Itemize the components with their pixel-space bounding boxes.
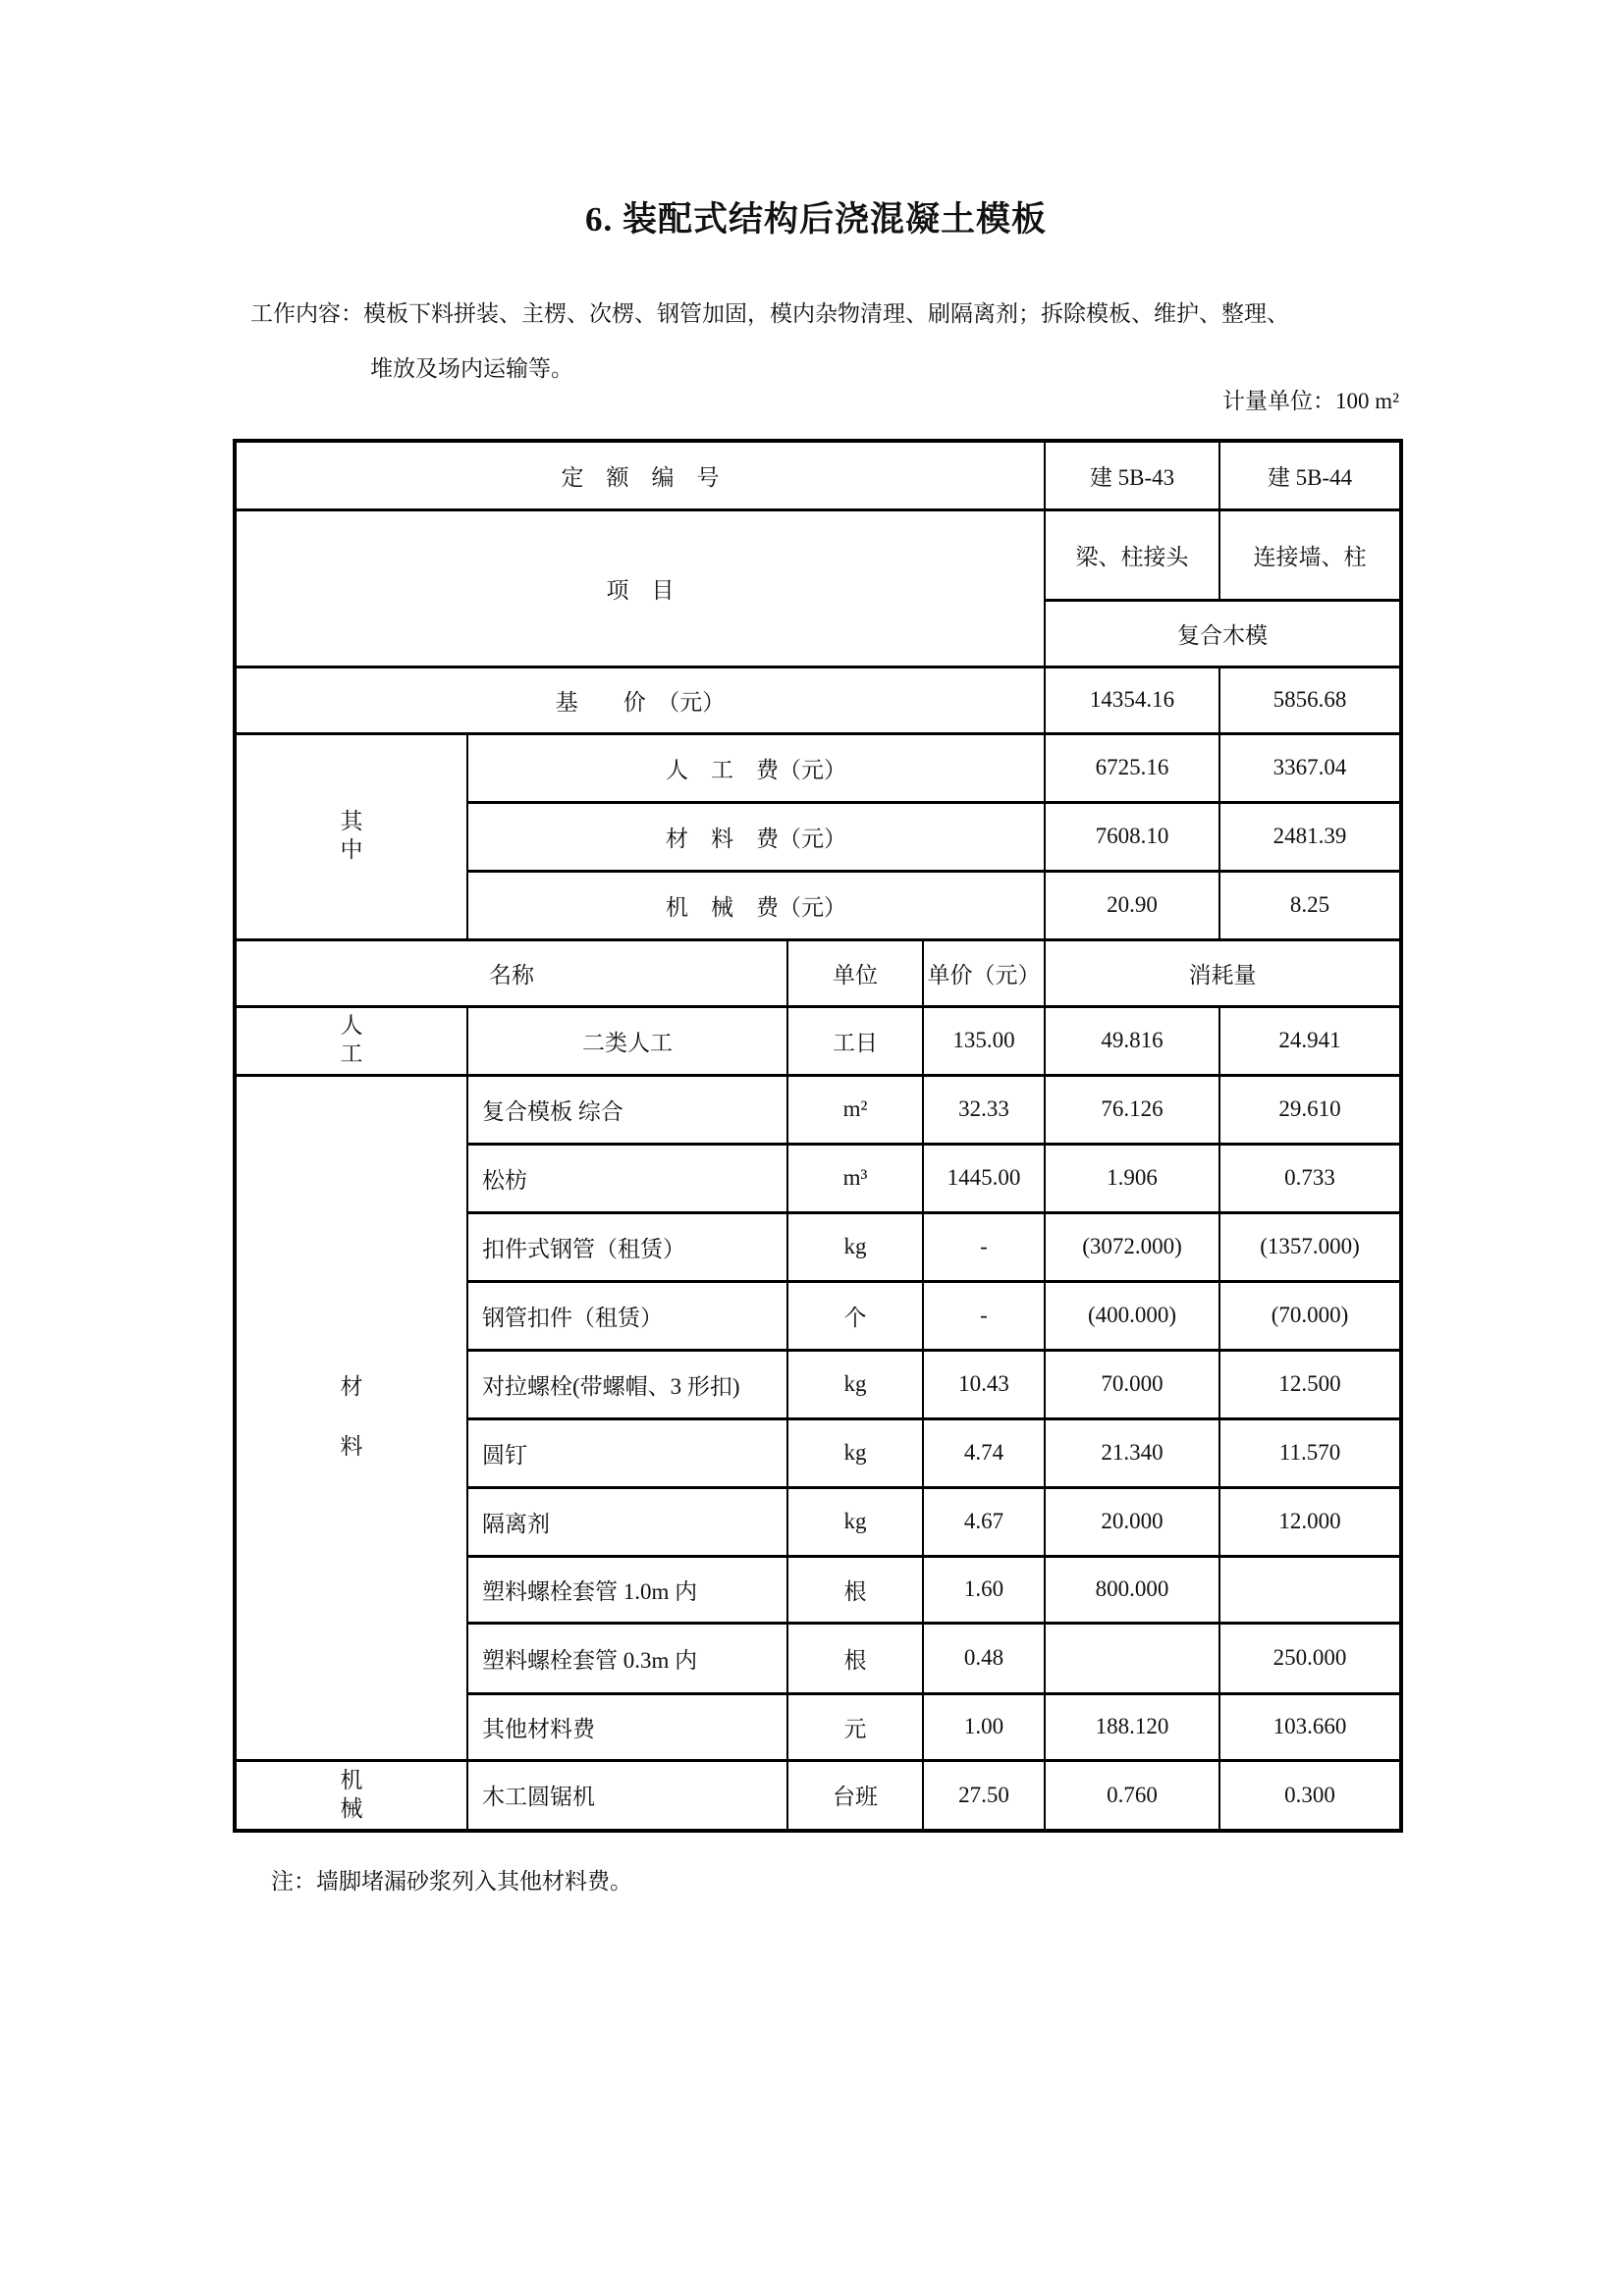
project-col-cell-2: 连接墙、柱	[1219, 509, 1401, 600]
column-header-row	[235, 939, 1401, 1006]
base-price-cell-1: 14354.16	[1045, 667, 1219, 733]
material-unit: 个	[787, 1281, 923, 1350]
header-consumption-cell: 消耗量	[1045, 939, 1401, 1006]
labor-label-cell	[235, 1006, 467, 1075]
material-unit: kg	[787, 1487, 923, 1556]
material-price: 1445.00	[923, 1144, 1045, 1212]
material-unit: m³	[787, 1144, 923, 1212]
fee-value-cell: 3367.04	[1219, 733, 1401, 802]
material-unit: kg	[787, 1418, 923, 1487]
base-price-cell-2: 5856.68	[1219, 667, 1401, 733]
material-qty-2: (1357.000)	[1219, 1212, 1401, 1281]
material-price: 1.00	[923, 1693, 1045, 1760]
among-label: 其 中	[340, 809, 363, 862]
material-qty-2: 103.660	[1219, 1693, 1401, 1760]
material-qty-1: 1.906	[1045, 1144, 1219, 1212]
project-col-cell-1: 梁、柱接头	[1045, 509, 1219, 600]
project-label-cell: 项 目	[235, 509, 1045, 667]
quota-label-cell: 定 额 编 号	[235, 441, 1045, 509]
material-qty-1: 70.000	[1045, 1350, 1219, 1418]
material-row	[235, 1075, 1401, 1144]
fee-value-cell: 20.90	[1045, 871, 1219, 939]
machine-label: 机 械	[340, 1768, 363, 1821]
fee-row-labor	[235, 733, 1401, 802]
material-qty-1: 188.120	[1045, 1693, 1219, 1760]
fee-label-cell: 材 料 费（元）	[467, 802, 1045, 871]
machine-label-cell	[235, 1760, 467, 1831]
work-content-line1	[250, 287, 1414, 342]
material-name: 圆钉	[467, 1418, 787, 1487]
machine-unit: 台班	[787, 1760, 923, 1831]
material-price: -	[923, 1281, 1045, 1350]
fee-value-cell: 8.25	[1219, 871, 1401, 939]
material-qty-2: (70.000)	[1219, 1281, 1401, 1350]
quota-code-cell-1: 建 5B-43	[1045, 441, 1219, 509]
quota-code-row	[235, 441, 1401, 509]
fee-label-cell: 机 械 费（元）	[467, 871, 1045, 939]
material-qty-1: (3072.000)	[1045, 1212, 1219, 1281]
work-content-line2: 堆放及场内运输等。	[370, 356, 573, 381]
work-content	[250, 287, 1414, 397]
labor-row	[235, 1006, 1401, 1075]
work-content-text1: 模板下料拼装、主楞、次楞、钢管加固，模内杂物清理、刷隔离剂；拆除模板、维护、整理、	[363, 301, 1289, 326]
material-name: 其他材料费	[467, 1693, 787, 1760]
material-qty-1: 76.126	[1045, 1075, 1219, 1144]
material-qty-1: 20.000	[1045, 1487, 1219, 1556]
material-unit: 元	[787, 1693, 923, 1760]
material-price: 0.48	[923, 1623, 1045, 1693]
material-label: 材 料	[340, 1374, 363, 1459]
material-name: 对拉螺栓(带螺帽、3 形扣)	[467, 1350, 787, 1418]
labor-price-cell: 135.00	[923, 1006, 1045, 1075]
header-unit-cell: 单位	[787, 939, 923, 1006]
material-name: 松枋	[467, 1144, 787, 1212]
machine-qty-1: 0.760	[1045, 1760, 1219, 1831]
material-name: 塑料螺栓套管 1.0m 内	[467, 1556, 787, 1623]
page-title: 6. 装配式结构后浇混凝土模板	[584, 200, 1047, 239]
machine-qty-2: 0.300	[1219, 1760, 1401, 1831]
material-name: 塑料螺栓套管 0.3m 内	[467, 1623, 787, 1693]
machine-name: 木工圆锯机	[467, 1760, 787, 1831]
base-price-label-cell: 基 价 （元）	[235, 667, 1045, 733]
material-qty-1: (400.000)	[1045, 1281, 1219, 1350]
fee-value-cell: 2481.39	[1219, 802, 1401, 871]
material-unit: kg	[787, 1212, 923, 1281]
header-name-cell: 名称	[235, 939, 787, 1006]
material-name: 扣件式钢管（租赁）	[467, 1212, 787, 1281]
material-price: 1.60	[923, 1556, 1045, 1623]
project-row	[235, 509, 1401, 600]
labor-qty-cell-2: 24.941	[1219, 1006, 1401, 1075]
material-price: -	[923, 1212, 1045, 1281]
labor-name-cell: 二类人工	[467, 1006, 787, 1075]
material-unit: m²	[787, 1075, 923, 1144]
material-label-cell	[235, 1075, 467, 1760]
material-qty-2: 29.610	[1219, 1075, 1401, 1144]
material-name: 复合模板 综合	[467, 1075, 787, 1144]
material-unit: kg	[787, 1350, 923, 1418]
material-price: 4.74	[923, 1418, 1045, 1487]
material-qty-2	[1219, 1556, 1401, 1623]
fee-value-cell: 7608.10	[1045, 802, 1219, 871]
labor-qty-cell-1: 49.816	[1045, 1006, 1219, 1075]
quota-code-cell-2: 建 5B-44	[1219, 441, 1401, 509]
material-price: 4.67	[923, 1487, 1045, 1556]
measure-unit-note: 计量单位：100 m²	[1221, 389, 1399, 413]
material-price: 32.33	[923, 1075, 1045, 1144]
material-qty-2: 250.000	[1219, 1623, 1401, 1693]
material-qty-2: 12.500	[1219, 1350, 1401, 1418]
fee-label-cell: 人 工 费（元）	[467, 733, 1045, 802]
material-qty-2: 11.570	[1219, 1418, 1401, 1487]
quota-table	[233, 439, 1403, 1833]
material-qty-1: 21.340	[1045, 1418, 1219, 1487]
base-price-row	[235, 667, 1401, 733]
header-price-cell: 单价（元）	[923, 939, 1045, 1006]
material-name: 钢管扣件（租赁）	[467, 1281, 787, 1350]
material-price: 10.43	[923, 1350, 1045, 1418]
labor-label: 人 工	[340, 1013, 363, 1066]
formwork-type-cell: 复合木模	[1045, 600, 1401, 667]
material-name: 隔离剂	[467, 1487, 787, 1556]
material-qty-2: 12.000	[1219, 1487, 1401, 1556]
footnote: 注：墙脚堵漏砂浆列入其他材料费。	[271, 1869, 632, 1894]
machine-row	[235, 1760, 1401, 1831]
machine-price: 27.50	[923, 1760, 1045, 1831]
material-qty-2: 0.733	[1219, 1144, 1401, 1212]
work-content-label: 工作内容：	[250, 301, 363, 326]
material-qty-1	[1045, 1623, 1219, 1693]
material-unit: 根	[787, 1623, 923, 1693]
labor-unit-cell: 工日	[787, 1006, 923, 1075]
material-unit: 根	[787, 1556, 923, 1623]
material-qty-1: 800.000	[1045, 1556, 1219, 1623]
fee-value-cell: 6725.16	[1045, 733, 1219, 802]
among-label-cell	[235, 733, 467, 939]
